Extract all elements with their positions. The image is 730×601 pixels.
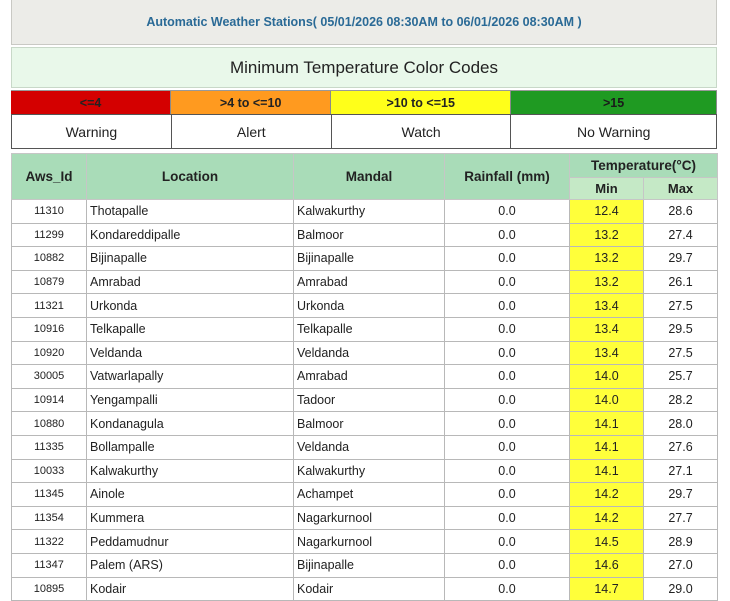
cell-min-temp: 12.4	[570, 200, 644, 224]
cell-mandal: Nagarkurnool	[294, 530, 445, 554]
legend-label-warning: Warning	[12, 115, 172, 148]
cell-max-temp: 29.5	[644, 317, 718, 341]
cell-min-temp: 14.5	[570, 530, 644, 554]
legend-label-no-warning: No Warning	[511, 115, 716, 148]
table-row	[12, 435, 718, 459]
cell-max-temp: 29.0	[644, 577, 718, 601]
cell-location: Urkonda	[87, 294, 294, 318]
cell-rainfall: 0.0	[445, 553, 570, 577]
cell-location: Thotapalle	[87, 200, 294, 224]
cell-aws-id: 11345	[12, 483, 87, 507]
cell-location: Bijinapalle	[87, 247, 294, 271]
cell-aws-id: 11321	[12, 294, 87, 318]
cell-rainfall: 0.0	[445, 270, 570, 294]
table-row	[12, 412, 718, 436]
cell-max-temp: 29.7	[644, 247, 718, 271]
cell-aws-id: 10920	[12, 341, 87, 365]
col-header-mandal: Mandal	[294, 154, 445, 200]
cell-location: Kondareddipalle	[87, 223, 294, 247]
cell-aws-id: 10916	[12, 317, 87, 341]
cell-rainfall: 0.0	[445, 388, 570, 412]
cell-location: Palem (ARS)	[87, 553, 294, 577]
cell-location: Yengampalli	[87, 388, 294, 412]
cell-min-temp: 14.1	[570, 435, 644, 459]
table-row	[12, 294, 718, 318]
cell-min-temp: 13.2	[570, 247, 644, 271]
cell-max-temp: 26.1	[644, 270, 718, 294]
table-row	[12, 553, 718, 577]
cell-mandal: Telkapalle	[294, 317, 445, 341]
table-row	[12, 365, 718, 389]
cell-mandal: Amrabad	[294, 270, 445, 294]
cell-mandal: Veldanda	[294, 435, 445, 459]
cell-location: Telkapalle	[87, 317, 294, 341]
cell-location: Amrabad	[87, 270, 294, 294]
table-row	[12, 530, 718, 554]
table-row	[12, 270, 718, 294]
cell-rainfall: 0.0	[445, 412, 570, 436]
cell-aws-id: 10914	[12, 388, 87, 412]
cell-min-temp: 14.1	[570, 459, 644, 483]
cell-max-temp: 27.5	[644, 341, 718, 365]
col-header-max: Max	[644, 178, 718, 200]
cell-aws-id: 10879	[12, 270, 87, 294]
legend-range-alert: >4 to <=10	[171, 91, 331, 114]
cell-rainfall: 0.0	[445, 483, 570, 507]
cell-max-temp: 27.1	[644, 459, 718, 483]
cell-mandal: Kodair	[294, 577, 445, 601]
cell-aws-id: 30005	[12, 365, 87, 389]
legend-label-alert: Alert	[172, 115, 332, 148]
cell-aws-id: 10882	[12, 247, 87, 271]
table-row	[12, 341, 718, 365]
cell-aws-id: 11354	[12, 506, 87, 530]
cell-mandal: Achampet	[294, 483, 445, 507]
cell-min-temp: 14.6	[570, 553, 644, 577]
cell-aws-id: 11310	[12, 200, 87, 224]
legend-range-no-warning: >15	[511, 91, 717, 114]
report-title: Automatic Weather Stations( 05/01/2026 08:30AM to 06/01/2026 08:30AM )	[11, 0, 717, 45]
cell-max-temp: 28.9	[644, 530, 718, 554]
cell-location: Veldanda	[87, 341, 294, 365]
cell-min-temp: 14.0	[570, 388, 644, 412]
cell-rainfall: 0.0	[445, 200, 570, 224]
legend-range-warning: <=4	[11, 91, 171, 114]
table-row	[12, 200, 718, 224]
cell-max-temp: 28.6	[644, 200, 718, 224]
cell-max-temp: 27.0	[644, 553, 718, 577]
table-row	[12, 317, 718, 341]
cell-rainfall: 0.0	[445, 435, 570, 459]
cell-rainfall: 0.0	[445, 506, 570, 530]
cell-aws-id: 11322	[12, 530, 87, 554]
cell-rainfall: 0.0	[445, 294, 570, 318]
cell-mandal: Tadoor	[294, 388, 445, 412]
cell-min-temp: 13.2	[570, 270, 644, 294]
weather-report	[11, 0, 717, 601]
cell-rainfall: 0.0	[445, 459, 570, 483]
cell-aws-id: 11335	[12, 435, 87, 459]
cell-rainfall: 0.0	[445, 365, 570, 389]
cell-location: Kummera	[87, 506, 294, 530]
legend-label-row	[11, 114, 717, 149]
cell-min-temp: 13.4	[570, 294, 644, 318]
col-header-aws-id: Aws_Id	[12, 154, 87, 200]
cell-min-temp: 13.2	[570, 223, 644, 247]
legend-label-watch: Watch	[332, 115, 512, 148]
cell-max-temp: 27.6	[644, 435, 718, 459]
col-header-rainfall: Rainfall (mm)	[445, 154, 570, 200]
cell-mandal: Urkonda	[294, 294, 445, 318]
cell-location: Bollampalle	[87, 435, 294, 459]
cell-min-temp: 14.7	[570, 577, 644, 601]
cell-max-temp: 25.7	[644, 365, 718, 389]
legend-range-watch: >10 to <=15	[331, 91, 511, 114]
cell-mandal: Veldanda	[294, 341, 445, 365]
cell-max-temp: 27.7	[644, 506, 718, 530]
table-row	[12, 223, 718, 247]
cell-min-temp: 13.4	[570, 341, 644, 365]
cell-mandal: Kalwakurthy	[294, 200, 445, 224]
cell-rainfall: 0.0	[445, 577, 570, 601]
cell-rainfall: 0.0	[445, 341, 570, 365]
cell-min-temp: 13.4	[570, 317, 644, 341]
cell-aws-id: 10895	[12, 577, 87, 601]
cell-location: Kodair	[87, 577, 294, 601]
cell-min-temp: 14.2	[570, 506, 644, 530]
stations-table	[11, 153, 718, 601]
cell-location: Kondanagula	[87, 412, 294, 436]
cell-rainfall: 0.0	[445, 317, 570, 341]
cell-rainfall: 0.0	[445, 247, 570, 271]
cell-rainfall: 0.0	[445, 530, 570, 554]
table-row	[12, 459, 718, 483]
legend-title: Minimum Temperature Color Codes	[11, 47, 717, 88]
table-row	[12, 247, 718, 271]
cell-aws-id: 11347	[12, 553, 87, 577]
col-header-location: Location	[87, 154, 294, 200]
cell-mandal: Bijinapalle	[294, 553, 445, 577]
cell-min-temp: 14.0	[570, 365, 644, 389]
legend-color-row	[11, 90, 717, 114]
table-row	[12, 388, 718, 412]
cell-location: Vatwarlapally	[87, 365, 294, 389]
cell-max-temp: 27.4	[644, 223, 718, 247]
table-row	[12, 483, 718, 507]
cell-mandal: Balmoor	[294, 223, 445, 247]
cell-location: Kalwakurthy	[87, 459, 294, 483]
cell-aws-id: 11299	[12, 223, 87, 247]
cell-location: Ainole	[87, 483, 294, 507]
cell-max-temp: 28.0	[644, 412, 718, 436]
cell-rainfall: 0.0	[445, 223, 570, 247]
table-row	[12, 577, 718, 601]
cell-max-temp: 27.5	[644, 294, 718, 318]
cell-mandal: Balmoor	[294, 412, 445, 436]
table-row	[12, 506, 718, 530]
cell-mandal: Nagarkurnool	[294, 506, 445, 530]
cell-aws-id: 10880	[12, 412, 87, 436]
cell-location: Peddamudnur	[87, 530, 294, 554]
cell-mandal: Bijinapalle	[294, 247, 445, 271]
col-header-min: Min	[570, 178, 644, 200]
col-header-temperature: Temperature(°C)	[570, 154, 718, 178]
cell-max-temp: 28.2	[644, 388, 718, 412]
cell-min-temp: 14.2	[570, 483, 644, 507]
cell-min-temp: 14.1	[570, 412, 644, 436]
cell-max-temp: 29.7	[644, 483, 718, 507]
cell-aws-id: 10033	[12, 459, 87, 483]
cell-mandal: Kalwakurthy	[294, 459, 445, 483]
cell-mandal: Amrabad	[294, 365, 445, 389]
